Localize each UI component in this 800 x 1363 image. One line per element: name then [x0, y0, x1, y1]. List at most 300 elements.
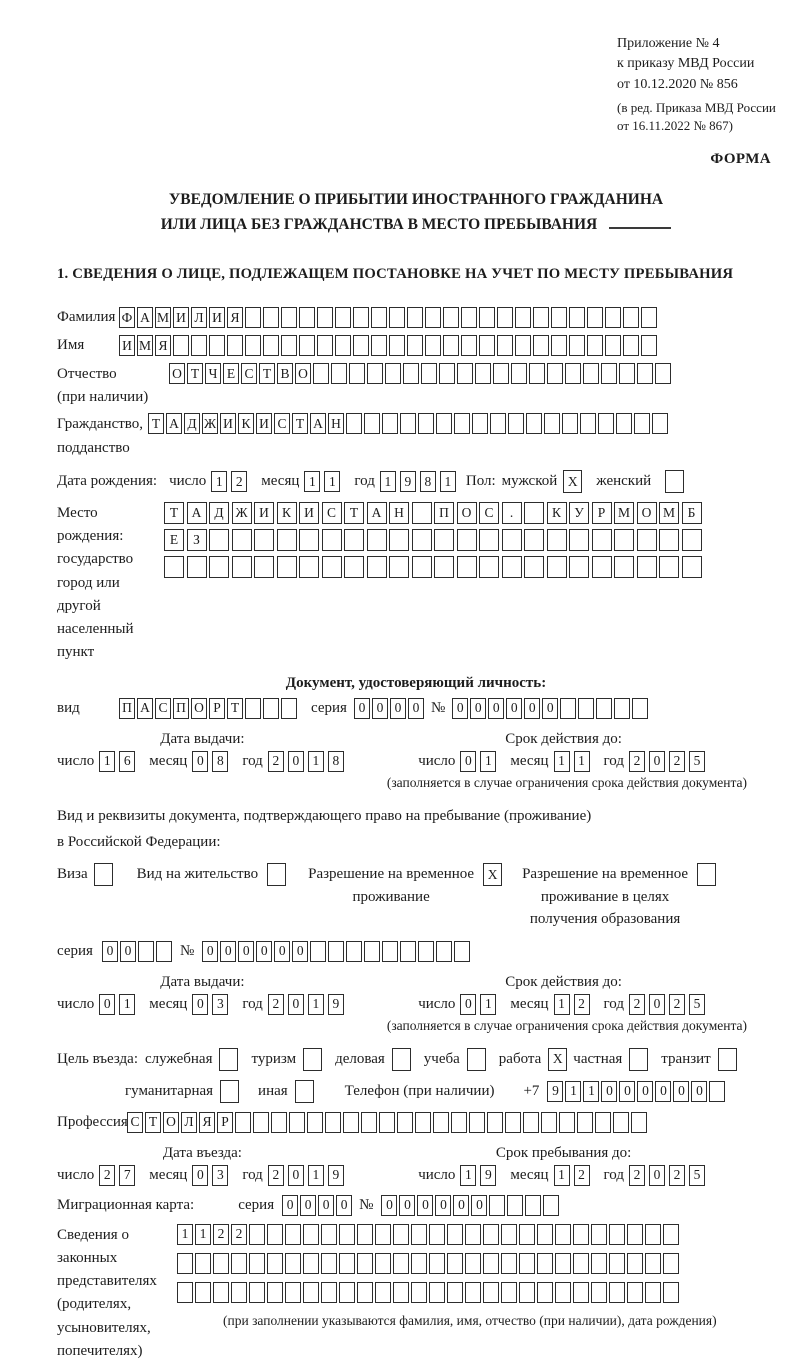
char-cell[interactable]	[164, 556, 184, 578]
char-cell[interactable]	[191, 335, 207, 356]
char-cell[interactable]: О	[457, 502, 477, 524]
char-cell[interactable]	[277, 529, 297, 551]
char-cell[interactable]: 0	[506, 698, 522, 719]
purpose-tourism-checkbox[interactable]	[303, 1048, 322, 1071]
char-cell[interactable]	[429, 1253, 445, 1274]
char-cell[interactable]	[267, 863, 286, 886]
char-cell[interactable]	[400, 941, 416, 962]
char-cell[interactable]: К	[238, 413, 254, 434]
char-cell[interactable]	[447, 1282, 463, 1303]
char-cell[interactable]: 1	[308, 1165, 324, 1186]
char-cell[interactable]	[412, 529, 432, 551]
char-cell[interactable]	[578, 698, 594, 719]
char-cell[interactable]: 0	[192, 1165, 208, 1186]
char-cell[interactable]: 0	[288, 994, 304, 1015]
char-cell[interactable]: С	[127, 1112, 143, 1133]
char-cell[interactable]	[303, 1048, 322, 1071]
char-cell[interactable]	[335, 307, 351, 328]
char-cell[interactable]: 0	[274, 941, 290, 962]
char-cell[interactable]	[253, 1112, 269, 1133]
char-cell[interactable]	[375, 1282, 391, 1303]
char-cell[interactable]	[263, 335, 279, 356]
char-cell[interactable]	[436, 413, 452, 434]
representatives-field-row2[interactable]	[177, 1253, 717, 1274]
char-cell[interactable]: 0	[542, 698, 558, 719]
char-cell[interactable]	[328, 941, 344, 962]
char-cell[interactable]: 2	[669, 751, 685, 772]
char-cell[interactable]: А	[367, 502, 387, 524]
char-cell[interactable]: З	[187, 529, 207, 551]
profession-field[interactable]	[127, 1112, 649, 1133]
char-cell[interactable]: 0	[453, 1195, 469, 1216]
char-cell[interactable]: У	[569, 502, 589, 524]
char-cell[interactable]	[475, 363, 491, 384]
char-cell[interactable]	[637, 529, 657, 551]
char-cell[interactable]: 1	[554, 1165, 570, 1186]
char-cell[interactable]	[634, 413, 650, 434]
char-cell[interactable]	[547, 556, 567, 578]
char-cell[interactable]	[551, 335, 567, 356]
char-cell[interactable]: 0	[460, 751, 476, 772]
char-cell[interactable]	[655, 363, 671, 384]
doc-issue-day-field[interactable]	[99, 751, 139, 772]
char-cell[interactable]	[177, 1282, 193, 1303]
birth-year-field[interactable]	[380, 471, 460, 492]
char-cell[interactable]	[502, 529, 522, 551]
char-cell[interactable]: 0	[655, 1081, 671, 1102]
char-cell[interactable]	[400, 413, 416, 434]
char-cell[interactable]	[249, 1224, 265, 1245]
char-cell[interactable]: И	[173, 307, 189, 328]
char-cell[interactable]: 0	[470, 698, 486, 719]
char-cell[interactable]	[537, 1224, 553, 1245]
char-cell[interactable]	[429, 1282, 445, 1303]
char-cell[interactable]	[555, 1224, 571, 1245]
char-cell[interactable]: 8	[212, 751, 228, 772]
char-cell[interactable]	[497, 335, 513, 356]
char-cell[interactable]: Р	[209, 698, 225, 719]
char-cell[interactable]: 1	[583, 1081, 599, 1102]
char-cell[interactable]: О	[637, 502, 657, 524]
char-cell[interactable]	[245, 698, 261, 719]
char-cell[interactable]: Ч	[205, 363, 221, 384]
char-cell[interactable]	[209, 335, 225, 356]
char-cell[interactable]	[555, 1253, 571, 1274]
char-cell[interactable]	[467, 1048, 486, 1071]
char-cell[interactable]	[591, 1282, 607, 1303]
char-cell[interactable]: Р	[592, 502, 612, 524]
char-cell[interactable]: В	[277, 363, 293, 384]
char-cell[interactable]	[344, 556, 364, 578]
char-cell[interactable]	[317, 307, 333, 328]
residence-number-field[interactable]	[202, 941, 472, 962]
residence-valid-year-field[interactable]	[629, 994, 709, 1015]
doc-issue-year-field[interactable]	[268, 751, 348, 772]
char-cell[interactable]: 2	[629, 994, 645, 1015]
char-cell[interactable]	[454, 941, 470, 962]
char-cell[interactable]	[310, 941, 326, 962]
char-cell[interactable]: 0	[99, 994, 115, 1015]
char-cell[interactable]	[501, 1282, 517, 1303]
char-cell[interactable]	[469, 1112, 485, 1133]
char-cell[interactable]: И	[299, 502, 319, 524]
char-cell[interactable]	[403, 363, 419, 384]
char-cell[interactable]	[483, 1253, 499, 1274]
char-cell[interactable]: 0	[649, 994, 665, 1015]
char-cell[interactable]	[465, 1282, 481, 1303]
char-cell[interactable]	[663, 1224, 679, 1245]
purpose-private-checkbox[interactable]	[629, 1048, 648, 1071]
char-cell[interactable]: 0	[619, 1081, 635, 1102]
char-cell[interactable]: Л	[191, 307, 207, 328]
char-cell[interactable]	[443, 335, 459, 356]
entry-month-field[interactable]	[192, 1165, 232, 1186]
char-cell[interactable]: С	[241, 363, 257, 384]
char-cell[interactable]	[339, 1253, 355, 1274]
residence-permit-checkbox[interactable]	[267, 863, 286, 886]
char-cell[interactable]: 0	[354, 698, 370, 719]
char-cell[interactable]	[523, 1112, 539, 1133]
char-cell[interactable]: 3	[212, 994, 228, 1015]
char-cell[interactable]: 2	[268, 751, 284, 772]
char-cell[interactable]	[367, 556, 387, 578]
char-cell[interactable]: Т	[164, 502, 184, 524]
char-cell[interactable]: С	[155, 698, 171, 719]
char-cell[interactable]	[619, 363, 635, 384]
char-cell[interactable]: 0	[452, 698, 468, 719]
char-cell[interactable]: О	[163, 1112, 179, 1133]
char-cell[interactable]: 0	[488, 698, 504, 719]
char-cell[interactable]	[231, 1282, 247, 1303]
char-cell[interactable]: 0	[300, 1195, 316, 1216]
char-cell[interactable]: 0	[524, 698, 540, 719]
char-cell[interactable]	[335, 335, 351, 356]
char-cell[interactable]: М	[155, 307, 171, 328]
char-cell[interactable]: 6	[119, 751, 135, 772]
char-cell[interactable]	[573, 1224, 589, 1245]
gender-female-checkbox[interactable]	[665, 470, 684, 493]
char-cell[interactable]	[227, 335, 243, 356]
char-cell[interactable]: Т	[259, 363, 275, 384]
char-cell[interactable]	[457, 363, 473, 384]
char-cell[interactable]	[569, 529, 589, 551]
char-cell[interactable]: 1	[99, 751, 115, 772]
char-cell[interactable]: С	[479, 502, 499, 524]
char-cell[interactable]: 0	[282, 1195, 298, 1216]
char-cell[interactable]	[487, 1112, 503, 1133]
char-cell[interactable]	[663, 1253, 679, 1274]
char-cell[interactable]	[508, 413, 524, 434]
char-cell[interactable]	[187, 556, 207, 578]
char-cell[interactable]: 2	[268, 1165, 284, 1186]
char-cell[interactable]	[587, 335, 603, 356]
char-cell[interactable]	[245, 335, 261, 356]
char-cell[interactable]: 1	[460, 1165, 476, 1186]
char-cell[interactable]: П	[173, 698, 189, 719]
char-cell[interactable]: Е	[164, 529, 184, 551]
char-cell[interactable]	[454, 413, 470, 434]
purpose-official-checkbox[interactable]	[219, 1048, 238, 1071]
char-cell[interactable]	[418, 941, 434, 962]
char-cell[interactable]	[461, 307, 477, 328]
doc-issue-month-field[interactable]	[192, 751, 232, 772]
char-cell[interactable]	[505, 1112, 521, 1133]
char-cell[interactable]: 2	[669, 1165, 685, 1186]
char-cell[interactable]	[601, 363, 617, 384]
char-cell[interactable]: 3	[212, 1165, 228, 1186]
char-cell[interactable]	[515, 335, 531, 356]
char-cell[interactable]: 8	[328, 751, 344, 772]
char-cell[interactable]: 0	[220, 941, 236, 962]
char-cell[interactable]: 2	[629, 1165, 645, 1186]
char-cell[interactable]: 1	[211, 471, 227, 492]
char-cell[interactable]: 7	[119, 1165, 135, 1186]
char-cell[interactable]	[623, 335, 639, 356]
char-cell[interactable]	[632, 698, 648, 719]
char-cell[interactable]	[177, 1253, 193, 1274]
char-cell[interactable]	[507, 1195, 523, 1216]
char-cell[interactable]	[94, 863, 113, 886]
char-cell[interactable]	[493, 363, 509, 384]
representatives-field-row1[interactable]	[177, 1224, 717, 1245]
stay-year-field[interactable]	[629, 1165, 709, 1186]
residence-series-field[interactable]	[102, 941, 174, 962]
char-cell[interactable]	[389, 529, 409, 551]
char-cell[interactable]: 5	[689, 994, 705, 1015]
char-cell[interactable]	[295, 1080, 314, 1103]
char-cell[interactable]	[385, 363, 401, 384]
char-cell[interactable]: 0	[336, 1195, 352, 1216]
char-cell[interactable]	[357, 1282, 373, 1303]
representatives-field-row3[interactable]	[177, 1282, 717, 1303]
char-cell[interactable]: 0	[192, 751, 208, 772]
char-cell[interactable]: 1	[565, 1081, 581, 1102]
char-cell[interactable]	[289, 1112, 305, 1133]
char-cell[interactable]	[313, 363, 329, 384]
char-cell[interactable]	[412, 556, 432, 578]
char-cell[interactable]	[524, 502, 544, 524]
char-cell[interactable]	[231, 1253, 247, 1274]
char-cell[interactable]	[249, 1253, 265, 1274]
char-cell[interactable]	[434, 556, 454, 578]
char-cell[interactable]: Ф	[119, 307, 135, 328]
purpose-other-checkbox[interactable]	[295, 1080, 314, 1103]
char-cell[interactable]	[645, 1224, 661, 1245]
char-cell[interactable]	[281, 307, 297, 328]
char-cell[interactable]	[407, 335, 423, 356]
patronymic-field[interactable]	[169, 363, 673, 384]
char-cell[interactable]	[641, 307, 657, 328]
char-cell[interactable]: 0	[390, 698, 406, 719]
char-cell[interactable]	[547, 363, 563, 384]
char-cell[interactable]	[592, 529, 612, 551]
char-cell[interactable]	[263, 307, 279, 328]
char-cell[interactable]: 0	[372, 698, 388, 719]
char-cell[interactable]: 0	[408, 698, 424, 719]
char-cell[interactable]	[412, 502, 432, 524]
char-cell[interactable]: 9	[480, 1165, 496, 1186]
char-cell[interactable]	[659, 556, 679, 578]
char-cell[interactable]	[393, 1253, 409, 1274]
purpose-transit-checkbox[interactable]	[718, 1048, 737, 1071]
char-cell[interactable]: И	[220, 413, 236, 434]
char-cell[interactable]: Т	[187, 363, 203, 384]
residence-issue-month-field[interactable]	[192, 994, 232, 1015]
char-cell[interactable]: 1	[177, 1224, 193, 1245]
char-cell[interactable]: 0	[417, 1195, 433, 1216]
char-cell[interactable]	[322, 529, 342, 551]
char-cell[interactable]	[364, 941, 380, 962]
char-cell[interactable]	[397, 1112, 413, 1133]
char-cell[interactable]: 1	[308, 994, 324, 1015]
char-cell[interactable]	[325, 1112, 341, 1133]
birthplace-field-row1[interactable]	[164, 502, 704, 524]
char-cell[interactable]	[322, 556, 342, 578]
char-cell[interactable]	[317, 335, 333, 356]
char-cell[interactable]	[321, 1253, 337, 1274]
char-cell[interactable]: 0	[102, 941, 118, 962]
char-cell[interactable]	[361, 1112, 377, 1133]
char-cell[interactable]	[451, 1112, 467, 1133]
char-cell[interactable]: X	[563, 470, 582, 493]
doc-type-field[interactable]	[119, 698, 299, 719]
residence-issue-year-field[interactable]	[268, 994, 348, 1015]
char-cell[interactable]	[609, 1282, 625, 1303]
birth-day-field[interactable]	[211, 471, 251, 492]
purpose-work-checkbox[interactable]	[548, 1048, 567, 1071]
char-cell[interactable]	[393, 1224, 409, 1245]
char-cell[interactable]: 0	[288, 751, 304, 772]
char-cell[interactable]	[375, 1224, 391, 1245]
char-cell[interactable]	[353, 307, 369, 328]
char-cell[interactable]	[605, 335, 621, 356]
char-cell[interactable]: 1	[554, 994, 570, 1015]
char-cell[interactable]	[598, 413, 614, 434]
doc-valid-year-field[interactable]	[629, 751, 709, 772]
purpose-humanitarian-checkbox[interactable]	[220, 1080, 239, 1103]
char-cell[interactable]: Я	[155, 335, 171, 356]
char-cell[interactable]	[479, 556, 499, 578]
char-cell[interactable]: 0	[288, 1165, 304, 1186]
char-cell[interactable]: 1	[380, 471, 396, 492]
char-cell[interactable]: 0	[460, 994, 476, 1015]
migration-series-field[interactable]	[282, 1195, 354, 1216]
char-cell[interactable]	[461, 335, 477, 356]
char-cell[interactable]	[479, 335, 495, 356]
char-cell[interactable]: 2	[213, 1224, 229, 1245]
char-cell[interactable]	[631, 1112, 647, 1133]
char-cell[interactable]	[544, 413, 560, 434]
entry-day-field[interactable]	[99, 1165, 139, 1186]
char-cell[interactable]	[592, 556, 612, 578]
char-cell[interactable]	[393, 1282, 409, 1303]
char-cell[interactable]	[573, 1253, 589, 1274]
char-cell[interactable]	[235, 1112, 251, 1133]
char-cell[interactable]	[307, 1112, 323, 1133]
char-cell[interactable]: М	[659, 502, 679, 524]
char-cell[interactable]: М	[614, 502, 634, 524]
char-cell[interactable]: 0	[292, 941, 308, 962]
char-cell[interactable]	[627, 1253, 643, 1274]
char-cell[interactable]	[718, 1048, 737, 1071]
char-cell[interactable]	[682, 556, 702, 578]
char-cell[interactable]	[353, 335, 369, 356]
char-cell[interactable]: О	[169, 363, 185, 384]
char-cell[interactable]: Т	[227, 698, 243, 719]
char-cell[interactable]	[595, 1112, 611, 1133]
char-cell[interactable]	[209, 556, 229, 578]
purpose-business-checkbox[interactable]	[392, 1048, 411, 1071]
char-cell[interactable]	[577, 1112, 593, 1133]
char-cell[interactable]	[245, 307, 261, 328]
char-cell[interactable]	[489, 1195, 505, 1216]
char-cell[interactable]	[573, 1282, 589, 1303]
char-cell[interactable]	[483, 1282, 499, 1303]
char-cell[interactable]	[524, 529, 544, 551]
char-cell[interactable]	[609, 1253, 625, 1274]
char-cell[interactable]	[364, 413, 380, 434]
purpose-study-checkbox[interactable]	[467, 1048, 486, 1071]
char-cell[interactable]: С	[322, 502, 342, 524]
char-cell[interactable]	[526, 413, 542, 434]
char-cell[interactable]	[614, 529, 634, 551]
char-cell[interactable]	[524, 556, 544, 578]
char-cell[interactable]	[209, 529, 229, 551]
char-cell[interactable]	[407, 307, 423, 328]
char-cell[interactable]: К	[547, 502, 567, 524]
char-cell[interactable]: Т	[148, 413, 164, 434]
char-cell[interactable]	[537, 1253, 553, 1274]
temp-residence-checkbox[interactable]	[483, 863, 502, 886]
char-cell[interactable]	[285, 1282, 301, 1303]
char-cell[interactable]	[483, 1224, 499, 1245]
char-cell[interactable]	[519, 1253, 535, 1274]
char-cell[interactable]	[497, 307, 513, 328]
char-cell[interactable]: А	[166, 413, 182, 434]
surname-field[interactable]	[119, 307, 659, 328]
char-cell[interactable]	[560, 698, 576, 719]
char-cell[interactable]	[605, 307, 621, 328]
char-cell[interactable]	[609, 1224, 625, 1245]
char-cell[interactable]: М	[137, 335, 153, 356]
char-cell[interactable]	[525, 1195, 541, 1216]
char-cell[interactable]	[529, 363, 545, 384]
char-cell[interactable]: А	[187, 502, 207, 524]
char-cell[interactable]: П	[434, 502, 454, 524]
doc-valid-day-field[interactable]	[460, 751, 500, 772]
char-cell[interactable]	[281, 698, 297, 719]
char-cell[interactable]	[709, 1081, 725, 1102]
char-cell[interactable]	[331, 363, 347, 384]
char-cell[interactable]	[220, 1080, 239, 1103]
char-cell[interactable]: 9	[400, 471, 416, 492]
char-cell[interactable]	[138, 941, 154, 962]
char-cell[interactable]	[267, 1224, 283, 1245]
char-cell[interactable]	[637, 363, 653, 384]
char-cell[interactable]	[285, 1224, 301, 1245]
char-cell[interactable]	[299, 335, 315, 356]
char-cell[interactable]	[562, 413, 578, 434]
birthplace-field-row3[interactable]	[164, 556, 704, 578]
char-cell[interactable]: 0	[649, 751, 665, 772]
char-cell[interactable]	[511, 363, 527, 384]
char-cell[interactable]	[281, 335, 297, 356]
char-cell[interactable]	[457, 556, 477, 578]
char-cell[interactable]: Р	[217, 1112, 233, 1133]
char-cell[interactable]	[213, 1253, 229, 1274]
char-cell[interactable]	[343, 1112, 359, 1133]
char-cell[interactable]	[249, 1282, 265, 1303]
